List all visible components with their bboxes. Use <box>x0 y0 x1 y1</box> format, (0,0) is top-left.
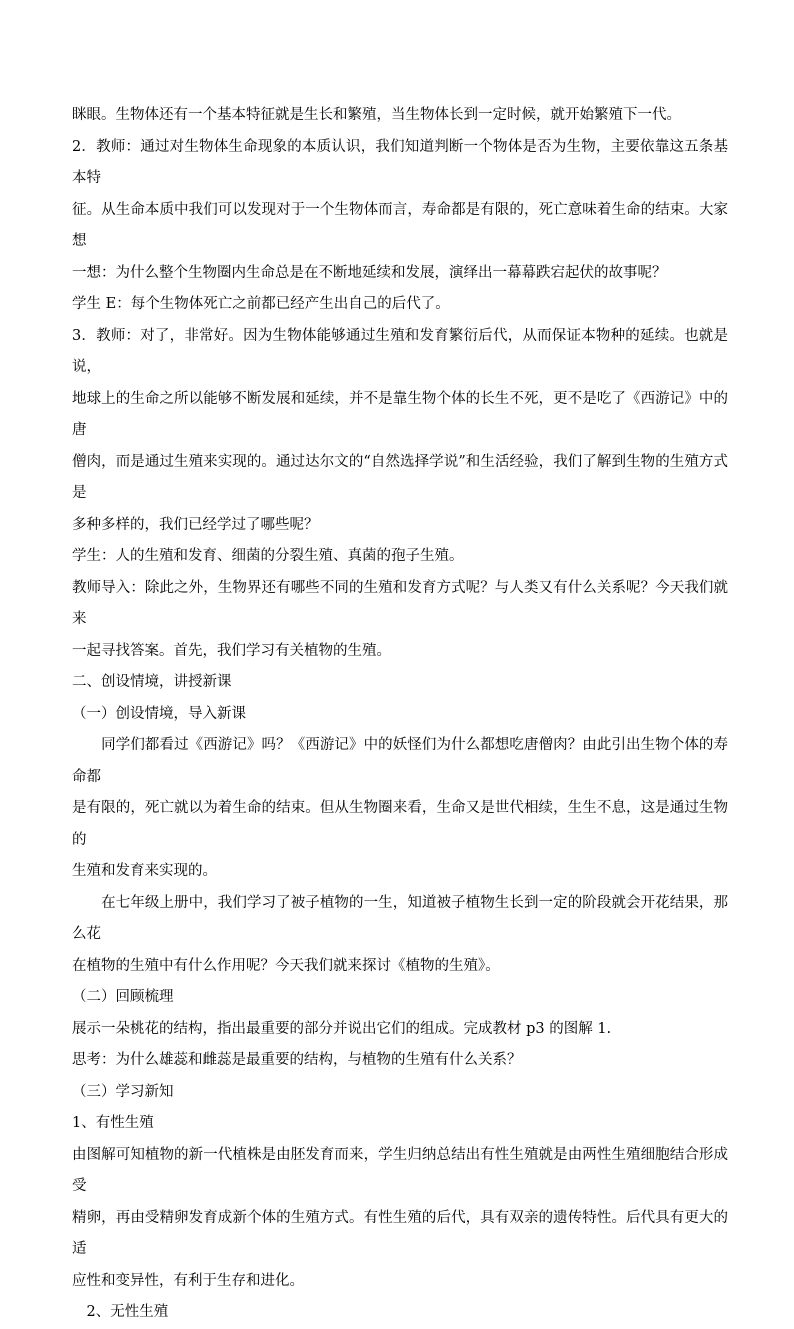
paragraph <box>72 289 728 321</box>
text-line: 眯眼。生物体还有一个基本特征就是生长和繁殖，当生物体长到一定时候，就开始繁殖下一代。 <box>72 107 681 123</box>
text-line: 是有限的，死亡就以为着生命的结束。但从生物圈来看，生命又是世代相续，生生不息，这是通过生物的 <box>72 800 728 848</box>
text-line: 应性和变异性，有利于生存和进化。 <box>72 1272 304 1289</box>
text-line: 一起寻找答案。首先，我们学习有关植物的生殖。 <box>72 642 391 659</box>
text-line: 1、有性生殖 <box>72 1115 154 1131</box>
paragraph <box>72 730 728 888</box>
text-line: 地球上的生命之所以能够不断发展和延续，并不是靠生物个体的长生不死，更不是吃了《西游记》中的唐 <box>72 390 728 438</box>
topic-heading <box>72 1297 728 1329</box>
paragraph <box>72 541 728 573</box>
text-line: 教师导入：除此之外，生物界还有哪些不同的生殖和发育方式呢？与人类又有什么关系呢？今天我们就来 <box>72 579 728 627</box>
text-line: 由图解可知植物的新一代植株是由胚发育而来，学生归纳总结出有性生殖就是由两性生殖细胞结合形成受 <box>72 1146 728 1194</box>
section-heading <box>72 667 728 699</box>
paragraph <box>72 100 728 132</box>
text-line: 学生：人的生殖和发育、细菌的分裂生殖、真菌的孢子生殖。 <box>72 548 464 564</box>
text-line: 征。从生命本质中我们可以发现对于一个生物体而言，寿命都是有限的，死亡意味着生命的结束。大家想 <box>72 201 728 249</box>
text-line: 在七年级上册中，我们学习了被子植物的一生，知道被子植物生长到一定的阶段就会开花结果，那么花 <box>72 894 728 942</box>
paragraph <box>72 1045 728 1077</box>
text-line: 一想：为什么整个生物圈内生命总是在不断地延续和发展，演绎出一幕幕跌宕起伏的故事呢？ <box>72 264 667 281</box>
subsection-heading <box>72 982 728 1014</box>
paragraph <box>72 1140 728 1298</box>
topic-heading <box>72 1108 728 1140</box>
text-line: 2、无性生殖 <box>72 1304 169 1320</box>
text-line: 生殖和发育来实现的。 <box>72 863 217 879</box>
text-line: 二、创设情境，讲授新课 <box>72 674 232 690</box>
paragraph <box>72 132 728 290</box>
text-line: （二）回顾梳理 <box>72 989 174 1005</box>
text-line: 精卵，再由受精卵发育成新个体的生殖方式。有性生殖的后代，具有双亲的遗传特性。后代具有更大的适 <box>72 1209 728 1257</box>
paragraph <box>72 573 728 668</box>
document-body <box>72 100 728 1329</box>
text-line: 2．教师：通过对生物体生命现象的本质认识，我们知道判断一个物体是否为生物，主要依靠这五条基本特 <box>72 138 728 186</box>
text-line: 在植物的生殖中有什么作用呢？今天我们就来探讨《植物的生殖》。 <box>72 957 500 974</box>
paragraph <box>72 321 728 542</box>
text-line: （一）创设情境，导入新课 <box>72 705 246 722</box>
subsection-heading <box>72 1077 728 1109</box>
text-line: 僧肉，而是通过生殖来实现的。通过达尔文的“自然选择学说”和生活经验，我们了解到生物的生殖方式是 <box>72 453 728 501</box>
text-line: 展示一朵桃花的结构，指出最重要的部分并说出它们的组成。完成教材 p3 的图解 1. <box>72 1020 612 1037</box>
subsection-heading <box>72 699 728 731</box>
text-line: 多种多样的，我们已经学过了哪些呢？ <box>72 516 319 533</box>
text-line: 同学们都看过《西游记》吗？《西游记》中的妖怪们为什么都想吃唐僧肉？由此引出生物个体的寿命都 <box>72 737 728 785</box>
text-line: 3．教师：对了，非常好。因为生物体能够通过生殖和发育繁衍后代，从而保证本物种的延续。也就是说， <box>72 327 728 375</box>
text-line: 学生 E：每个生物体死亡之前都已经产生出自己的后代了。 <box>72 296 450 312</box>
paragraph <box>72 888 728 983</box>
text-line: （三）学习新知 <box>72 1083 174 1100</box>
paragraph <box>72 1014 728 1046</box>
text-line: 思考：为什么雄蕊和雌蕊是最重要的结构，与植物的生殖有什么关系？ <box>72 1052 522 1068</box>
